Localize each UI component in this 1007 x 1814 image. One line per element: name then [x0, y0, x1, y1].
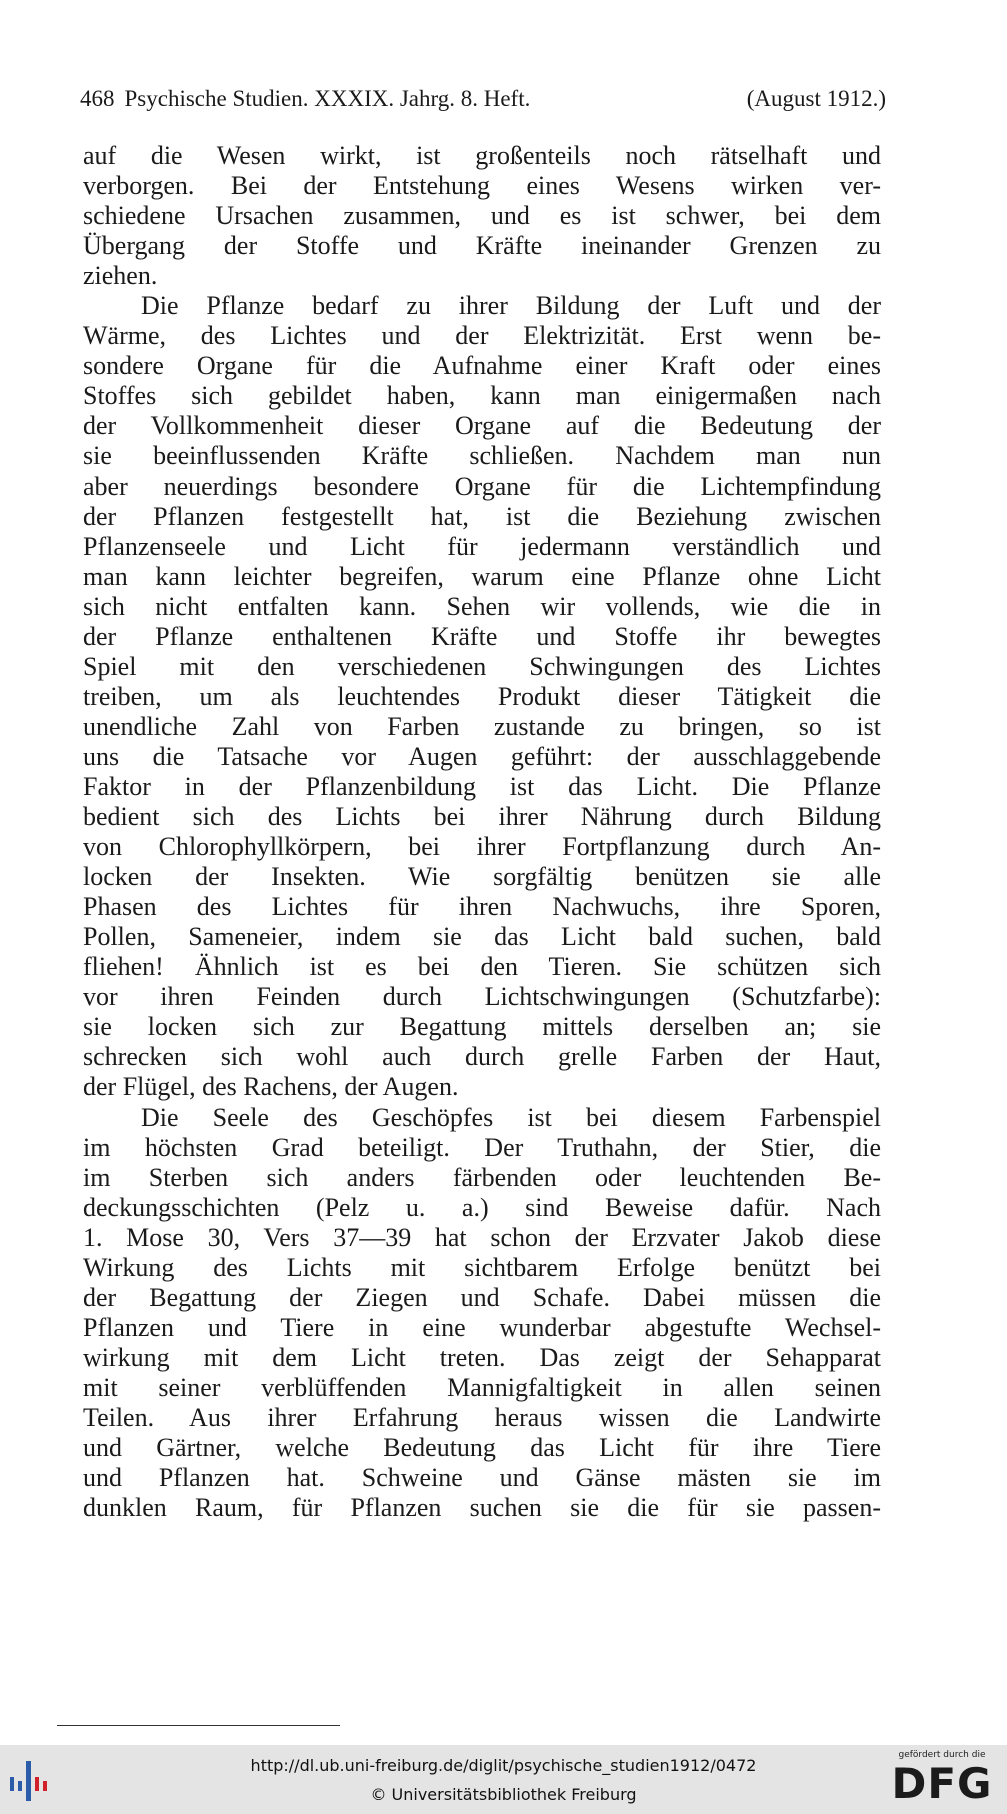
- text-line: auf die Wesen wirkt, ist großenteils noch rätselhaft und: [83, 141, 881, 170]
- text-line: locken der Insekten. Wie sorgfältig benützen sie alle: [83, 862, 881, 892]
- text-line: vor ihren Feinden durch Lichtschwingungen (Schutzfarbe):: [83, 982, 881, 1012]
- text-line: der Begattung der Ziegen und Schafe. Dabei müssen die: [83, 1282, 881, 1312]
- text-line: schiedene Ursachen zusammen, und es ist schwer, bei dem: [83, 201, 881, 231]
- text-line: Wärme, des Lichtes und der Elektrizität. Erst wenn be-: [83, 321, 881, 351]
- text-line: deckungsschichten (Pelz u. a.) sind Beweise dafür. Nach: [83, 1192, 881, 1222]
- text-line: fliehen! Ähnlich ist es bei den Tieren. Sie schützen sich: [83, 952, 881, 982]
- text-line: Spiel mit den verschiedenen Schwingungen des Lichtes: [83, 651, 881, 681]
- running-title: Psychische Studien. XXXIX. Jahrg. 8. Heft.: [124, 86, 531, 111]
- text-line: und Pflanzen hat. Schweine und Gänse mästen sie im: [83, 1463, 881, 1493]
- dfg-mark: DFG: [891, 1759, 993, 1808]
- text-line: 1. Mose 30, Vers 37—39 hat schon der Erzvater Jakob diese: [83, 1222, 881, 1252]
- text-line: aber neuerdings besondere Organe für die Lichtempfindung: [83, 471, 881, 501]
- text-line: im höchsten Grad beteiligt. Der Truthahn, der Stier, die: [83, 1132, 881, 1162]
- text-line: der Pflanzen festgestellt hat, ist die Beziehung zwischen: [83, 501, 881, 531]
- text-line: treiben, um als leuchtendes Produkt dieser Tätigkeit die: [83, 681, 881, 711]
- footnote-rule: [57, 1725, 340, 1726]
- page-number: 468: [80, 86, 115, 111]
- text-line: sondere Organe für die Aufnahme einer Kraft oder eines: [83, 351, 881, 381]
- text-line: bedient sich des Lichts bei ihrer Nährung durch Bildung: [83, 802, 881, 832]
- dfg-logo[interactable]: [883, 1749, 1001, 1811]
- text-line: mit seiner verblüffenden Mannigfaltigkeit in allen seinen: [83, 1372, 881, 1402]
- issue-date: (August 1912.): [746, 86, 886, 111]
- text-line: der Pflanze enthaltenen Kräfte und Stoffe ihr bewegtes: [83, 621, 881, 651]
- text-line: wirkung mit dem Licht treten. Das zeigt der Sehapparat: [83, 1342, 881, 1372]
- text-line: Stoffes sich gebildet haben, kann man einigermaßen nach: [83, 381, 881, 411]
- text-line: von Chlorophyllkörpern, bei ihrer Fortpflanzung durch An-: [83, 832, 881, 862]
- body-text: [83, 141, 881, 1523]
- text-line: verborgen. Bei der Entstehung eines Wesens wirken ver-: [83, 171, 881, 201]
- text-line: sie locken sich zur Begattung mittels derselben an; sie: [83, 1012, 881, 1042]
- text-line: Wirkung des Lichts mit sichtbarem Erfolge benützt bei: [83, 1252, 881, 1282]
- text-line: unendliche Zahl von Farben zustande zu bringen, so ist: [83, 711, 881, 741]
- copyright-notice: © Universitätsbibliothek Freiburg: [370, 1785, 637, 1804]
- text-line: Faktor in der Pflanzenbildung ist das Licht. Die Pflanze: [83, 771, 881, 801]
- running-head: [80, 86, 886, 120]
- text-line: der Flügel, des Rachens, der Augen.: [83, 1072, 459, 1102]
- text-line: Die Pflanze bedarf zu ihrer Bildung der Luft und der: [141, 291, 881, 321]
- text-line: schrecken sich wohl auch durch grelle Farben der Haut,: [83, 1042, 881, 1072]
- text-line: Pflanzenseele und Licht für jedermann verständlich und: [83, 531, 881, 561]
- text-line: und Gärtner, welche Bedeutung das Licht für ihre Tiere: [83, 1433, 881, 1463]
- text-line: Pollen, Sameneier, indem sie das Licht bald suchen, bald: [83, 922, 881, 952]
- viewer-footer: [0, 1745, 1007, 1814]
- text-line: Teilen. Aus ihrer Erfahrung heraus wissen die Landwirte: [83, 1402, 881, 1432]
- text-line: der Vollkommenheit dieser Organe auf die Bedeutung der: [83, 411, 881, 441]
- text-line: uns die Tatsache vor Augen geführt: der ausschlaggebende: [83, 741, 881, 771]
- text-line: dunklen Raum, für Pflanzen suchen sie die für sie passen-: [83, 1493, 881, 1523]
- dfg-supported-label: gefördert durch die: [898, 1750, 986, 1760]
- text-line: Übergang der Stoffe und Kräfte ineinander Grenzen zu: [83, 231, 881, 261]
- text-line: Phasen des Lichtes für ihren Nachwuchs, ihre Sporen,: [83, 892, 881, 922]
- document-url[interactable]: http://dl.ub.uni-freiburg.de/diglit/psychische_studien1912/0472: [250, 1756, 757, 1775]
- text-line: Die Seele des Geschöpfes ist bei diesem Farbenspiel: [141, 1102, 881, 1132]
- text-line: ziehen.: [83, 261, 158, 291]
- text-line: im Sterben sich anders färbenden oder leuchtenden Be-: [83, 1162, 881, 1192]
- text-line: Pflanzen und Tiere in eine wunderbar abgestufte Wechsel-: [83, 1312, 881, 1342]
- text-line: sie beeinflussenden Kräfte schließen. Nachdem man nun: [83, 441, 881, 471]
- text-line: man kann leichter begreifen, warum eine Pflanze ohne Licht: [83, 561, 881, 591]
- text-line: sich nicht entfalten kann. Sehen wir vollends, wie die in: [83, 591, 881, 621]
